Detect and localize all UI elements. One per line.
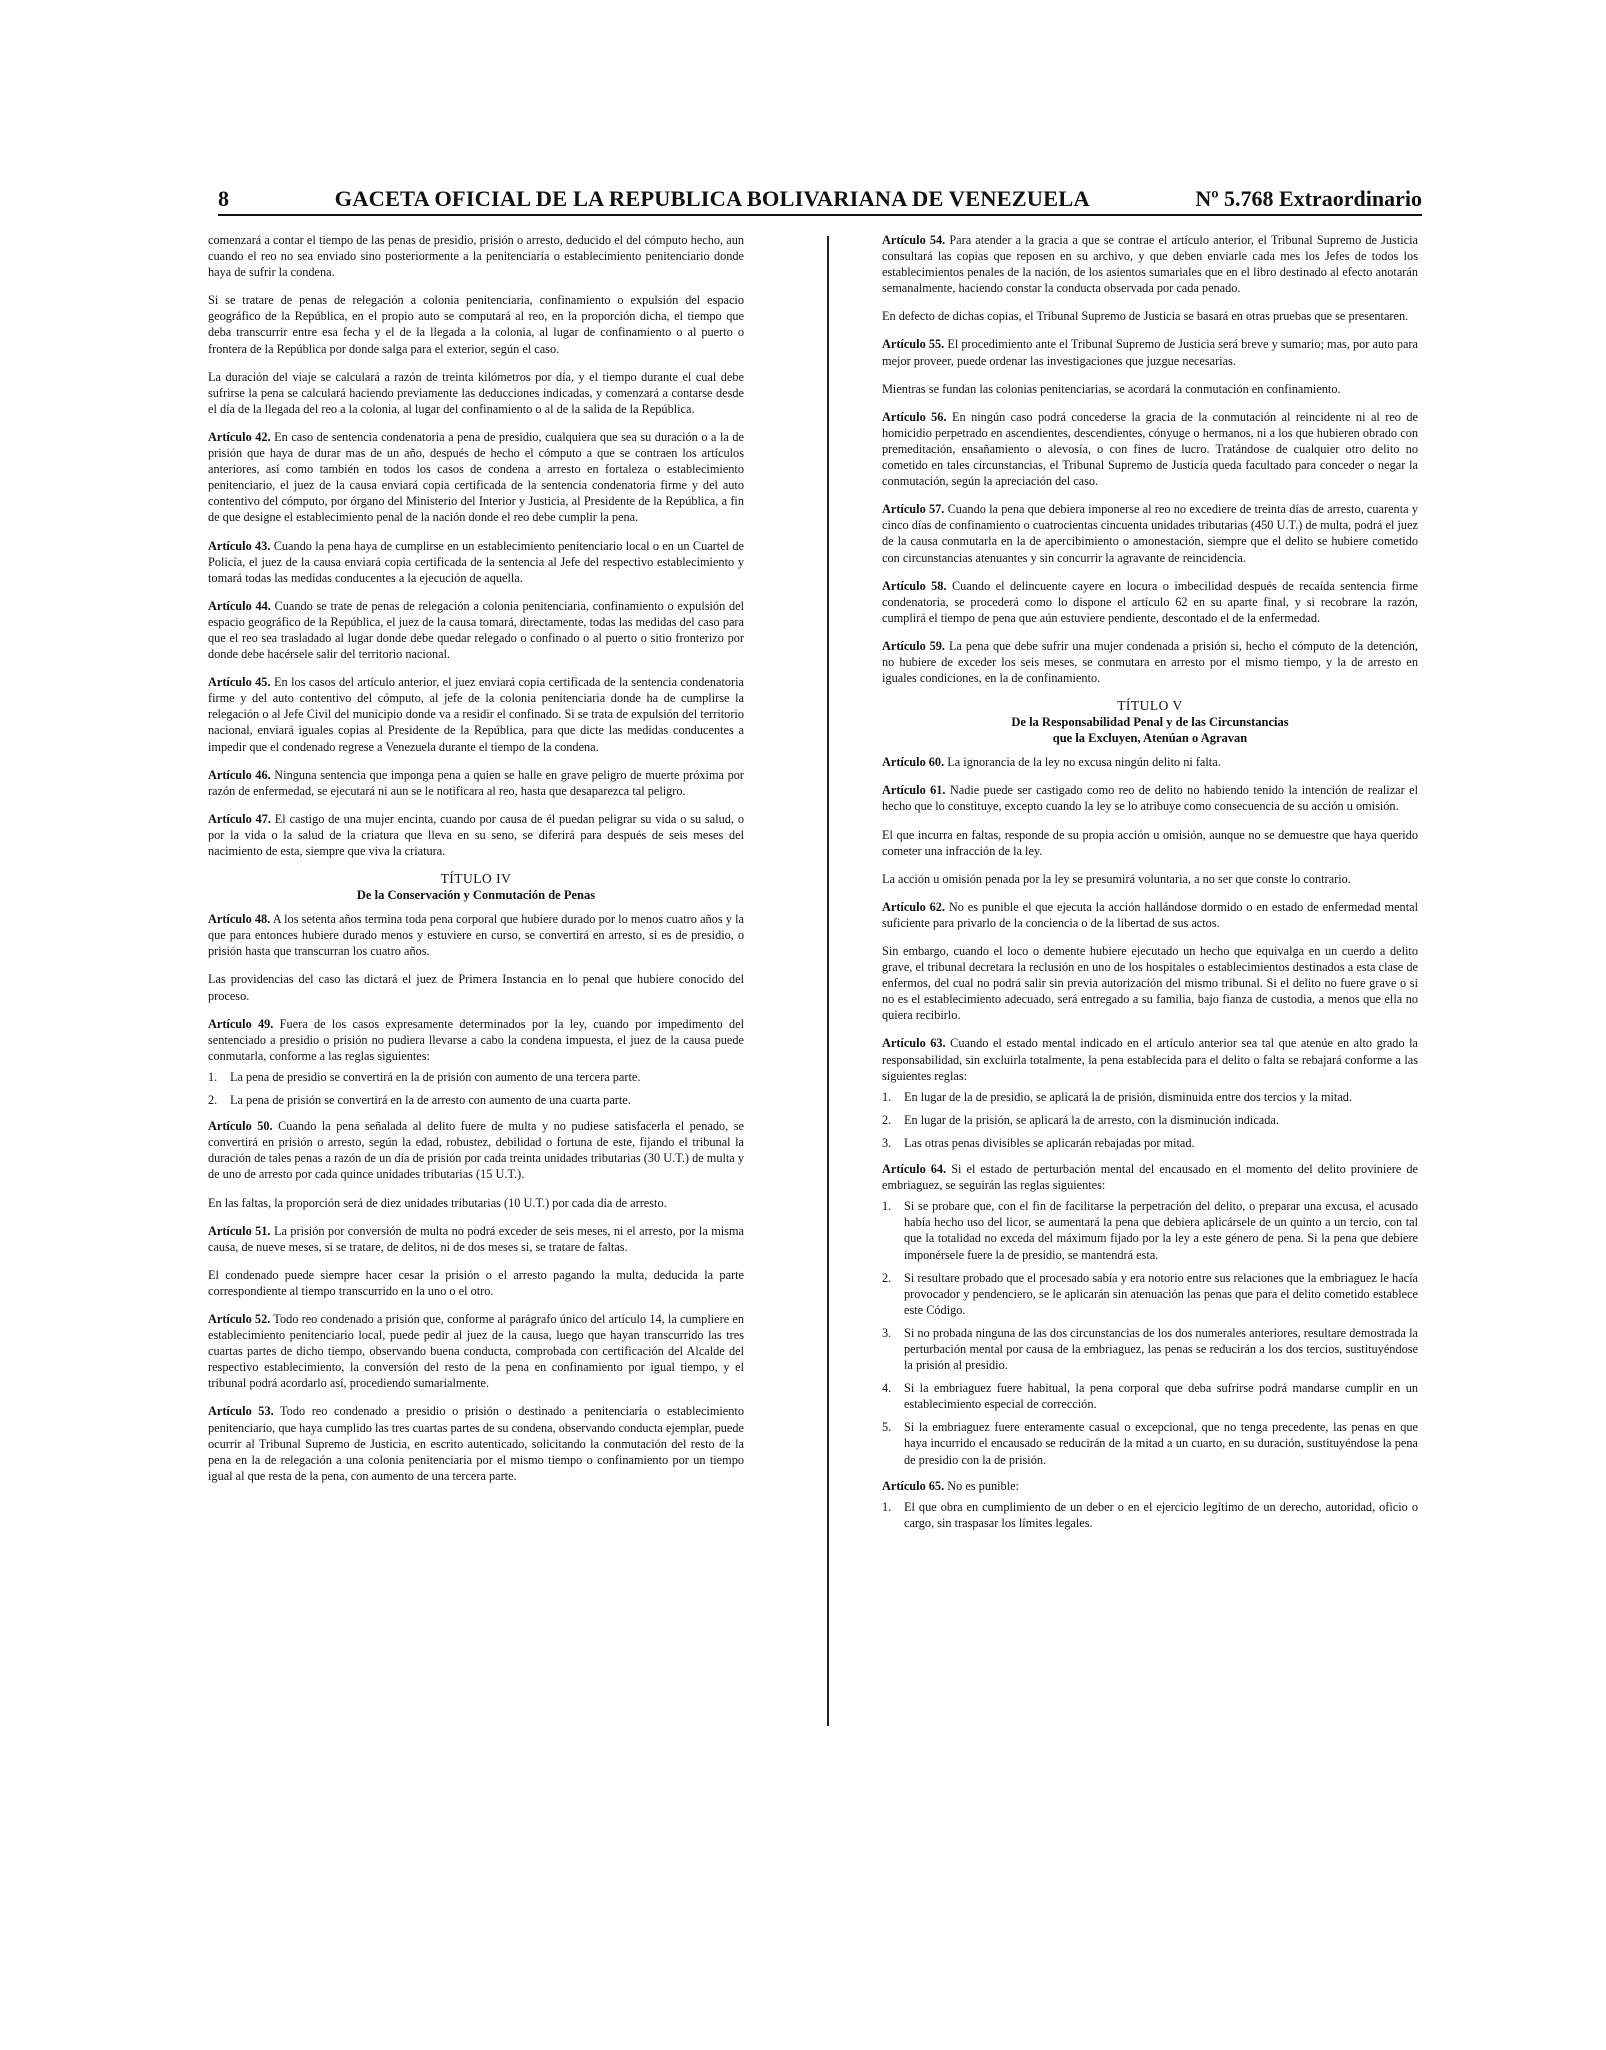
list-text: El que obra en cumplimiento de un deber o en el ejercicio legítimo de un derecho, autoridad, oficio o cargo, sin traspasar los límites legales.: [904, 1499, 1418, 1530]
title-subtitle: De la Conservación y Conmutación de Penas: [356, 888, 596, 903]
article-label: Artículo 52.: [208, 1311, 271, 1326]
right-column: [882, 232, 1418, 1541]
paragraph: Las providencias del caso las dictará el juez de Primera Instancia en lo penal que hubiere conocido del proceso.: [208, 972, 744, 1003]
article-paragraph: [882, 782, 1418, 814]
list-item: [882, 1089, 1418, 1105]
article-text: No es punible el que ejecuta la acción hallándose dormido o en estado de enfermedad mental suficiente para privarlo de la conciencia o de la libertad de sus actos.: [882, 899, 1418, 930]
article-paragraph: [882, 232, 1418, 296]
article-paragraph: [882, 409, 1418, 489]
article-label: Artículo 47.: [208, 811, 271, 826]
article-text: Cuando la pena que debiera imponerse al reo no excediere de treinta días de arresto, cuarenta y cinco días de confinamiento o cuatrocientas cincuenta unidades tributarias (450 U.T.) de multa, podrá el juez de la causa conmutarla en la de apercibimiento o amonestación, siempre que el delito se hubiere cometido con circunstancias atenuantes y sin concurrir la agravante de reincidencia.: [882, 502, 1418, 565]
list-text: Las otras penas divisibles se aplicarán rebajadas por mitad.: [904, 1135, 1195, 1150]
article-paragraph: [208, 429, 744, 526]
list-number: 3.: [882, 1135, 892, 1150]
article-paragraph: [882, 1035, 1418, 1083]
list-item: [882, 1380, 1418, 1412]
column-divider: [827, 236, 829, 1726]
list-number: 1.: [882, 1199, 892, 1214]
article-text: La prisión por conversión de multa no podrá exceder de seis meses, ni el arresto, por la misma causa, de nueve meses, si se tratare, de delitos, ni de dos meses si, se tratare de faltas.: [208, 1223, 744, 1254]
section-heading: [882, 698, 1418, 746]
article-label: Artículo 46.: [208, 767, 271, 782]
publication-title: GACETA OFICIAL DE LA REPUBLICA BOLIVARIANA DE VENEZUELA: [334, 186, 1090, 211]
article-paragraph: [882, 501, 1418, 565]
numbered-list: [882, 1499, 1418, 1531]
paragraph: Si se tratare de penas de relegación a colonia penitenciaria, confinamiento o expulsión del espacio geográfico de la República, en el propio auto se computará al reo, en la proporción dicha, el tiempo que deba transcurrir entre esa fecha y el de la llegada a la colonia, al lugar de confinamiento o al puerto o frontera de la República por donde salga para el exterior, según el caso.: [208, 293, 744, 356]
article-label: Artículo 50.: [208, 1119, 273, 1134]
title-subtitle: De la Responsabilidad Penal y de las Circunstancias: [1011, 715, 1289, 730]
title-label: TÍTULO V: [1117, 698, 1183, 714]
list-text: Si la embriaguez fuere habitual, la pena corporal que deba sufrirse podrá mandarse cumplir en un establecimiento especial de corrección.: [904, 1381, 1418, 1412]
article-paragraph: [882, 754, 1418, 770]
article-label: Artículo 55.: [882, 337, 945, 352]
article-label: Artículo 53.: [208, 1404, 274, 1419]
list-number: 1.: [208, 1069, 218, 1084]
article-paragraph: [208, 911, 744, 959]
numbered-list: [208, 1069, 744, 1108]
article-label: Artículo 56.: [882, 409, 947, 424]
paragraph: El que incurra en faltas, responde de su propia acción u omisión, aunque no se demuestre que haya querido cometer una infracción de la ley.: [882, 827, 1418, 858]
article-label: Artículo 60.: [882, 755, 945, 770]
article-text: Nadie puede ser castigado como reo de delito no habiendo tenido la intención de realizar el hecho que lo constituye, excepto cuando la ley se lo atribuye como consecuencia de su acción u omisión.: [882, 783, 1418, 814]
left-column: [208, 232, 744, 1496]
article-label: Artículo 57.: [882, 502, 945, 517]
article-text: En ningún caso podrá concederse la gracia de la conmutación al reincidente ni al reo de homicidio perpetrado en ascendientes, descendientes, cónyuge o hermanos, ni a los que hubieren obrado con premeditación, ensañamiento o alevosía, o con fines de lucro. Tratándose de cualquier otro delito no cometido en tales circunstancias, el Tribunal Supremo de Justicia queda facultado para conceder o negar la conmutación, según la apreciación del caso.: [882, 409, 1418, 489]
article-text: Todo reo condenado a presidio o prisión o destinado a penitenciaría o establecimiento penitenciario, que haya cumplido las tres cuartas partes de su condena, observando conducta ejemplar, puede ocurrir al Tribunal Supremo de Justicia, en escrito autenticado, solicitando la conmutación del resto de la pena en la de relegación a una colonia penitenciaria por el mismo tiempo o confinamiento por un tiempo igual al que resta de la pena, con aumento de una tercera parte.: [208, 1404, 744, 1483]
paragraph: La duración del viaje se calculará a razón de treinta kilómetros por día, y el tiempo durante el cual debe sufrirse la pena se calculará haciendo previamente las deducciones indicadas, y comenzará a contarse desde el día de la llegada del reo a la colonia, al lugar del confinamiento o al de la salida de la República.: [208, 369, 744, 416]
article-label: Artículo 49.: [208, 1016, 274, 1031]
article-label: Artículo 58.: [882, 578, 947, 593]
article-text: Cuando la pena señalada al delito fuere de multa y no pudiese satisfacerla el penado, se convertirá en prisión o arresto, según la edad, robustez, debilidad o fortuna de este, fijando el tribunal la duración de tales penas a razón de un día de prisión por cada treinta unidades tributarias (30 U.T.) de multa y de uno de arresto por cada quince unidades tributarias (15 U.T.).: [208, 1119, 744, 1182]
article-text: Cuando se trate de penas de relegación a colonia penitenciaria, confinamiento o expulsión del espacio geográfico de la República, el juez de la causa tomará, directamente, todas las medidas del caso para que el reo sea trasladado al lugar donde debe quedar relegado o confinado o al puerto o sitio fronterizo por donde debe hacérsele salir del territorio nacional.: [208, 598, 744, 662]
list-item: [882, 1419, 1418, 1467]
article-text: A los setenta años termina toda pena corporal que hubiere durado por lo menos cuatro años y la que para entonces hubiere durado menos y estuviere en curso, se convertirá en arresto, si es de presidio, o prisión hasta que transcurran los cuatro años.: [208, 912, 744, 959]
article-paragraph: [208, 811, 744, 859]
article-paragraph: [882, 1161, 1418, 1193]
list-item: [882, 1499, 1418, 1531]
list-item: [882, 1198, 1418, 1262]
numbered-list: [882, 1198, 1418, 1467]
paragraph: En defecto de dichas copias, el Tribunal Supremo de Justicia se basará en otras pruebas que se presentaren.: [882, 309, 1409, 324]
article-paragraph: [882, 1478, 1418, 1494]
article-paragraph: [882, 578, 1418, 626]
paragraph: comenzará a contar el tiempo de las penas de presidio, prisión o arresto, deducido el del cómputo hecho, aun cuando el reo no sea enviado sino posteriormente a la penitenciaría o establecimiento penitenciario donde haya de sufrir la condena.: [208, 233, 744, 280]
paragraph: La acción u omisión penada por la ley se presumirá voluntaria, a no ser que conste lo contrario.: [882, 871, 1351, 886]
list-text: Si la embriaguez fuere enteramente casual o excepcional, que no tenga precedente, las penas en que haya incurrido el encausado se reducirán de la mitad a un cuarto, en su duración, sustituyéndose la pena de presidio con la de prisión.: [904, 1420, 1418, 1467]
page-number: 8: [218, 186, 229, 211]
list-item: [882, 1325, 1418, 1373]
article-paragraph: [882, 899, 1418, 931]
article-label: Artículo 45.: [208, 675, 271, 690]
article-label: Artículo 63.: [882, 1036, 946, 1051]
article-paragraph: [208, 1223, 744, 1255]
paragraph: El condenado puede siempre hacer cesar la prisión o el arresto pagando la multa, deducida la parte correspondiente al tiempo transcurrido en la uno o el otro.: [208, 1267, 744, 1298]
article-text: Todo reo condenado a prisión que, conforme al parágrafo único del artículo 14, la cumpliere en establecimiento penitenciario local, puede pedir al juez de la causa, luego que hayan transcurrido las tres cuartas partes de dicho tiempo, observando buena conducta, comprobada con certificación del Alcalde del respectivo establecimiento, la conversión del resto de la pena en confinamiento por igual tiempo, y el tribunal podrá acordarlo así, procediendo sumarialmente.: [208, 1311, 744, 1391]
list-item: [208, 1069, 744, 1085]
list-item: [882, 1270, 1418, 1318]
article-paragraph: [208, 1311, 744, 1391]
paragraph: Sin embargo, cuando el loco o demente hubiere ejecutado un hecho que equivalga en un cuerdo a delito grave, el tribunal decretara la reclusión en uno de los hospitales o establecimientos destinados a esta clase de enfermos, del cual no podrá salir sin previa autorización del mismo tribunal. Si el delito no fuere grave o si no es el establecimiento adecuado, será entregado a su familia, bajo fianza de custodia, a menos que ella no quiera recibirlo.: [882, 944, 1418, 1023]
article-label: Artículo 43.: [208, 538, 271, 553]
list-text: Si resultare probado que el procesado sabía y era notorio entre sus relaciones que la embriaguez le hacía provocador y pendenciero, se le aplicarán sin atenuación las penas que para el delito cometido establece este Código.: [904, 1270, 1418, 1317]
list-text: En lugar de la prisión, se aplicará la de arresto, con la disminución indicada.: [904, 1112, 1279, 1127]
article-text: Para atender a la gracia a que se contrae el artículo anterior, el Tribunal Supremo de Justicia consultará las copias que reposen en su archivo, y que deben enviarle cada mes los Jefes de todos los establecimientos penales de la nación, de los asientos sumariales que en el libro destinado al efecto anotarán semanalmente, haciendo constar la conducta observada por cada penado.: [882, 233, 1418, 296]
list-number: 2.: [882, 1112, 892, 1127]
article-text: Fuera de los casos expresamente determinados por la ley, cuando por impedimento del sentenciado a presidio o prisión no pudiera llevarse a cabo la condena impuesta, el juez de la causa puede conmutarla, conforme a las reglas siguientes:: [208, 1016, 744, 1063]
article-paragraph: [208, 598, 744, 662]
list-text: Si se probare que, con el fin de facilitarse la perpetración del delito, o preparar una excusa, el acusado había hecho uso del licor, se aumentará la pena que debiera aplicársele de un quinto a un tercio, con tal que la totalidad no exceda del máximum fijado por la ley a este género de pena. Si la pena que debiere imponérsele fuere la de presidio, se mantendrá esta.: [904, 1199, 1418, 1262]
list-text: Si no probada ninguna de las dos circunstancias de los dos numerales anteriores, resultare demostrada la perturbación mental por causa de la embriaguez, las penas se reducirán a los dos tercios, sustituyéndose la prisión al presidio.: [904, 1325, 1418, 1373]
list-number: 5.: [882, 1420, 892, 1435]
title-label: TÍTULO IV: [440, 871, 512, 887]
article-text: Ninguna sentencia que imponga pena a quien se halle en grave peligro de muerte próxima por razón de enfermedad, se ejecutará ni aun se le notificara al reo, hasta que desaparezca tal peligro.: [208, 767, 744, 798]
list-text: En lugar de la de presidio, se aplicará la de prisión, disminuida entre dos tercios y la mitad.: [904, 1089, 1353, 1104]
article-paragraph: [882, 336, 1418, 368]
list-number: 2.: [882, 1270, 892, 1285]
list-number: 1.: [882, 1499, 892, 1514]
list-number: 4.: [882, 1381, 892, 1396]
list-number: 3.: [882, 1325, 892, 1340]
article-label: Artículo 59.: [882, 638, 946, 653]
article-text: En los casos del artículo anterior, el juez enviará copia certificada de la sentencia condenatoria firme y del auto contentivo del cómputo, al jefe de la colonia penitenciaria donde ha de cumplirse la relegación o al Jefe Civil del municipio donde va a residir el confinado. Si se trata de expulsión del territorio nacional, enviará iguales copias al Presidente de la República, para que dicte las medidas conducentes a impedir que el condenado regrese a Venezuela durante el tiempo de la condena.: [208, 675, 744, 754]
article-label: Artículo 61.: [882, 783, 946, 798]
article-paragraph: [208, 1118, 744, 1182]
list-text: La pena de presidio se convertirá en la de prisión con aumento de una tercera parte.: [230, 1069, 641, 1084]
list-item: [882, 1112, 1418, 1128]
article-text: La pena que debe sufrir una mujer condenada a prisión si, hecho el cómputo de la detención, no hubiere de exceder los seis meses, se conmutara en arresto por el mismo tiempo, y la de arresto en iguales condiciones, en la de confinamiento.: [882, 638, 1418, 686]
article-text: En caso de sentencia condenatoria a pena de presidio, cualquiera que sea su duración o a la de prisión que haya de durar mas de un año, después de hecho el cómputo a que se contraen los artículos anteriores, así como también en todos los casos de condena a arresto en fortaleza o establecimiento penitenciario, el juez de la causa enviará copia certificada de la sentencia condenatoria firme y del auto contentivo del cómputo, por órgano del Ministerio del Interior y Justicia, al Presidente de la República, a fin de que designe el establecimiento penal de la nación donde el reo debe cumplir la pena.: [208, 429, 744, 525]
article-text: El castigo de una mujer encinta, cuando por causa de él puedan peligrar su vida o su salud, o por la vida o la salud de la criatura que lleva en su seno, se diferirá para después de seis meses del nacimiento de esta, siempre que viva la criatura.: [208, 811, 744, 858]
title-subtitle: que la Excluyen, Atenúan o Agravan: [1052, 731, 1248, 746]
article-text: Cuando el estado mental indicado en el artículo anterior sea tal que atenúe en alto grado la responsabilidad, sin excluirla totalmente, la pena establecida para el delito o falta se rebajará conforme a las siguientes reglas:: [882, 1036, 1418, 1083]
article-text: No es punible:: [947, 1478, 1019, 1493]
article-label: Artículo 48.: [208, 912, 271, 927]
article-label: Artículo 42.: [208, 429, 271, 444]
article-text: Cuando el delincuente cayere en locura o imbecilidad después de recaída sentencia firme condenatoria, se procederá como lo dispone el artículo 62 en su aparte final, y si recobrare la razón, cumplirá el tiempo de pena que aún estuviere pendiente, descontado el de la enfermedad.: [882, 578, 1418, 625]
article-paragraph: [208, 767, 744, 799]
article-paragraph: [208, 1016, 744, 1064]
article-label: Artículo 54.: [882, 233, 946, 247]
article-paragraph: [208, 674, 744, 754]
article-text: Cuando la pena haya de cumplirse en un establecimiento penitenciario local o en un Cuartel de Policía, el juez de la causa enviará copia certificada de la sentencia al Jefe del respectivo establecimiento y tomará todas las medidas conducentes a la ejecución de aquella.: [208, 538, 744, 585]
numbered-list: [882, 1089, 1418, 1151]
article-text: La ignorancia de la ley no excusa ningún delito ni falta.: [947, 755, 1221, 770]
article-paragraph: [882, 638, 1418, 686]
article-text: El procedimiento ante el Tribunal Supremo de Justicia será breve y sumario; mas, por auto para mejor proveer, puede ordenar las investigaciones que juzgue necesarias.: [882, 337, 1418, 368]
list-text: La pena de prisión se convertirá en la de arresto con aumento de una cuarta parte.: [230, 1093, 631, 1108]
paragraph: Mientras se fundan las colonias penitenciarias, se acordará la conmutación en confinamiento.: [882, 381, 1341, 396]
article-label: Artículo 64.: [882, 1162, 947, 1177]
article-label: Artículo 51.: [208, 1223, 271, 1238]
list-number: 2.: [208, 1093, 218, 1108]
list-item: [882, 1135, 1418, 1151]
article-text: Si el estado de perturbación mental del encausado en el momento del delito proviniere de embriaguez, se seguirán las reglas siguientes:: [882, 1162, 1418, 1193]
page-header: [218, 186, 1422, 216]
issue-number: Nº 5.768 Extraordinario: [1195, 186, 1422, 211]
paragraph: En las faltas, la proporción será de diez unidades tributarias (10 U.T.) por cada día de arresto.: [208, 1195, 667, 1210]
list-number: 1.: [882, 1089, 892, 1104]
section-heading: [208, 871, 744, 903]
article-label: Artículo 44.: [208, 598, 271, 613]
article-label: Artículo 65.: [882, 1478, 945, 1493]
article-paragraph: [208, 1403, 744, 1483]
list-item: [208, 1092, 744, 1108]
article-label: Artículo 62.: [882, 899, 945, 914]
article-paragraph: [208, 538, 744, 586]
